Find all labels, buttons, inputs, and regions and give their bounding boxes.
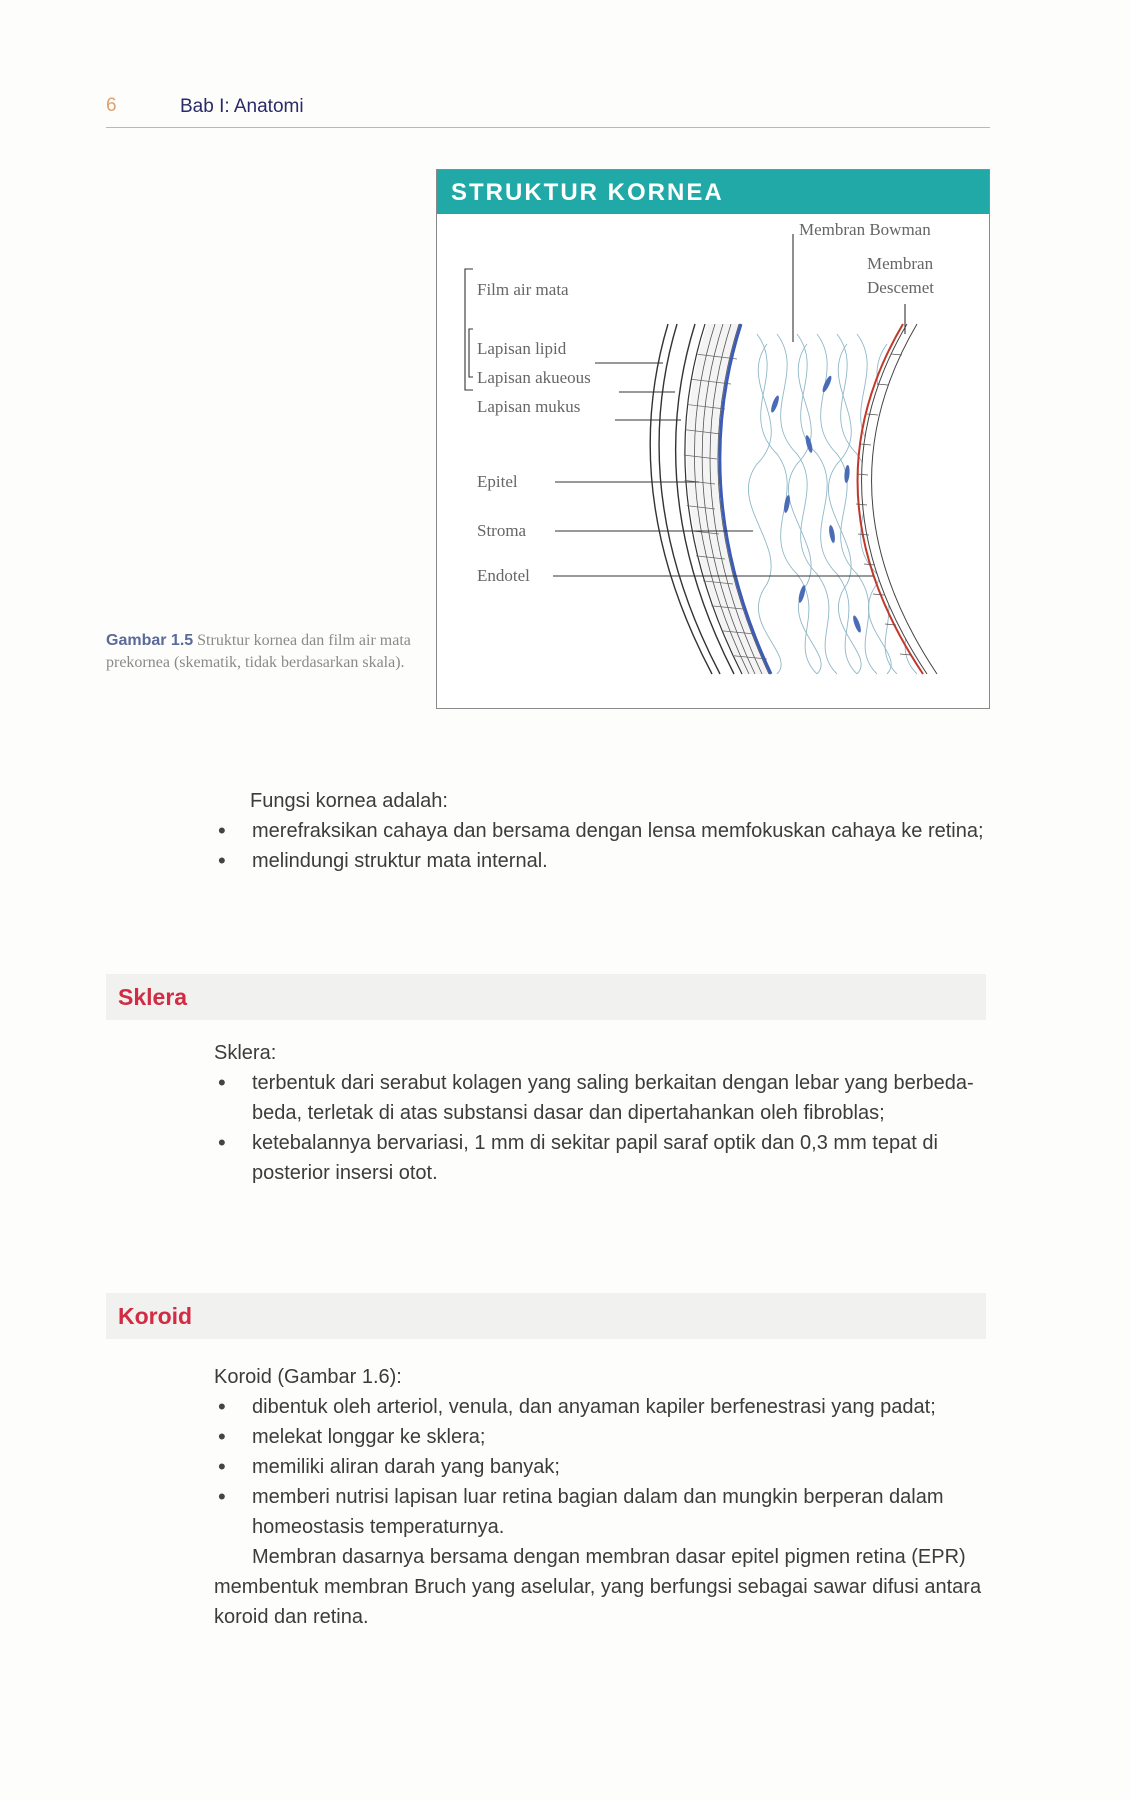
page-number: 6 — [106, 95, 117, 116]
kornea-intro: Fungsi kornea adalah: — [250, 790, 448, 812]
koroid-content — [214, 1362, 986, 1632]
sklera-content — [214, 1038, 986, 1188]
label-film-air-mata: Film air mata — [477, 280, 569, 299]
section-heading-koroid — [106, 1293, 986, 1339]
running-header — [106, 95, 990, 128]
koroid-paragraph: Membran dasarnya bersama dengan membran dasar epitel pigmen retina (EPR) membentuk membran Bruch yang aselular, yang berfungsi sebagai sawar difusi antara koroid dan retina. — [214, 1546, 982, 1628]
running-title: Bab I: Anatomi — [180, 96, 304, 117]
sklera-bullet-2: • ketebalannya bervariasi, 1 mm di sekitar papil saraf optik dan 0,3 mm tepat di posterior insersi otot. — [214, 1128, 986, 1188]
stroma-fibers — [748, 334, 917, 674]
section-heading-sklera — [106, 974, 986, 1020]
kornea-bullet-2: • melindungi struktur mata internal. — [214, 846, 986, 876]
descemet-membrane — [858, 324, 923, 674]
label-membran-descemet-line1: Membran — [867, 254, 934, 273]
caption-text: Struktur kornea dan film air mata prekornea (skematik, tidak berdasarkan skala). — [106, 632, 411, 671]
label-lapisan-mukus: Lapisan mukus — [477, 397, 581, 416]
sklera-intro: Sklera: — [214, 1042, 277, 1064]
figure-title-band — [437, 170, 989, 214]
kornea-bullet-1: • merefraksikan cahaya dan bersama dengan lensa memfokuskan cahaya ke retina; — [214, 816, 986, 846]
sklera-heading: Sklera — [118, 984, 188, 1010]
figure-title: STRUKTUR KORNEA — [451, 179, 724, 206]
koroid-bullet-4: • memberi nutrisi lapisan luar retina bagian dalam dan mungkin berperan dalam homeostasis temperaturnya. — [214, 1482, 986, 1542]
koroid-bullet-2: • melekat longgar ke sklera; — [214, 1422, 986, 1452]
label-lapisan-lipid: Lapisan lipid — [477, 339, 567, 358]
label-epitel: Epitel — [477, 472, 518, 491]
figure-struktur-kornea — [436, 169, 990, 709]
koroid-intro: Koroid (Gambar 1.6): — [214, 1366, 402, 1388]
label-endotel: Endotel — [477, 566, 530, 585]
koroid-heading: Koroid — [118, 1303, 193, 1329]
label-membran-bowman: Membran Bowman — [799, 220, 931, 239]
label-stroma: Stroma — [477, 521, 527, 540]
koroid-bullet-1: • dibentuk oleh arteriol, venula, dan anyaman kapiler berfenestrasi yang padat; — [214, 1392, 986, 1422]
koroid-bullet-3: • memiliki aliran darah yang banyak; — [214, 1452, 986, 1482]
label-lapisan-akueous: Lapisan akueous — [477, 368, 591, 387]
sklera-bullet-1: • terbentuk dari serabut kolagen yang saling berkaitan dengan lebar yang berbeda-beda, terletak di atas substansi dasar dan dipertahankan oleh fibroblas; — [214, 1068, 986, 1128]
label-membran-descemet-line2: Descemet — [867, 278, 935, 297]
caption-label: Gambar 1.5 — [106, 632, 194, 649]
figure-caption — [106, 630, 416, 674]
kornea-functions — [214, 786, 986, 876]
